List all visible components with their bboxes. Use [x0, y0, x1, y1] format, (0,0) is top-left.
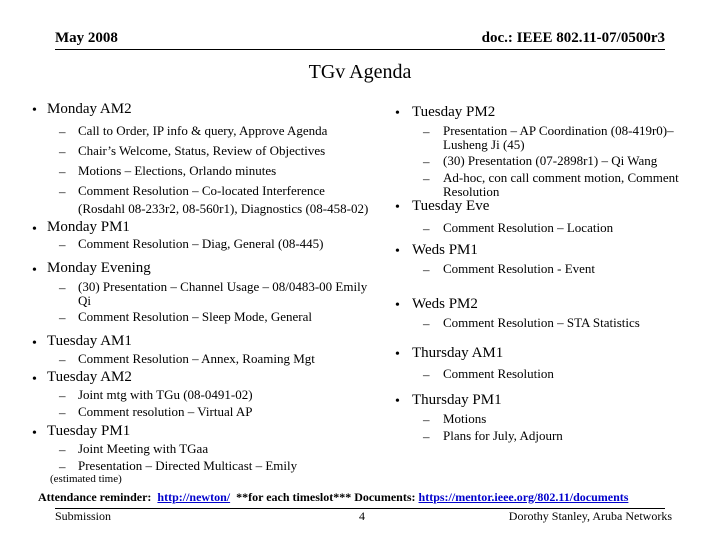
session-label: Tuesday Eve [412, 198, 490, 214]
dash-icon: – [59, 442, 66, 457]
dash-icon: – [423, 316, 430, 331]
newton-link[interactable]: http://newton/ [157, 490, 231, 504]
bullet-icon: • [32, 103, 37, 118]
bullet-icon: • [32, 372, 37, 387]
bullet-icon: • [32, 263, 37, 278]
agenda-item: Joint mtg with TGu (08-0491-02) [78, 387, 253, 402]
session-label: Tuesday AM2 [47, 369, 132, 385]
dash-icon: – [59, 237, 66, 252]
documents-link[interactable]: https://mentor.ieee.org/802.11/documents [418, 490, 629, 504]
dash-icon: – [59, 388, 66, 403]
session-label: Thursday AM1 [412, 345, 504, 361]
footer-submission: Submission [55, 509, 112, 523]
session-label: Tuesday AM1 [47, 333, 132, 349]
dash-icon: – [423, 429, 430, 444]
dash-icon: – [59, 352, 66, 367]
dash-icon: – [59, 144, 66, 159]
dash-icon: – [423, 124, 430, 139]
bullet-icon: • [32, 336, 37, 351]
session-label: Weds PM2 [412, 296, 478, 312]
bullet-icon: • [395, 106, 400, 121]
bullet-icon: • [395, 200, 400, 215]
agenda-item: Comment Resolution – STA Statistics [443, 315, 640, 330]
dash-icon: – [59, 124, 66, 139]
header-date: May 2008 [55, 30, 118, 46]
bullet-icon: • [395, 298, 400, 313]
agenda-item: Presentation – AP Coordination (08-419r0)– [443, 123, 674, 138]
agenda-item: Comment Resolution – Sleep Mode, General [78, 309, 312, 324]
bullet-icon: • [32, 426, 37, 441]
session-label: Monday PM1 [47, 219, 130, 235]
agenda-item: (30) Presentation – Channel Usage – 08/0483-00 Emily [78, 279, 368, 294]
agenda-item: Plans for July, Adjourn [443, 428, 563, 443]
dash-icon: – [423, 412, 430, 427]
session-label: Tuesday PM2 [412, 104, 496, 120]
agenda-item: Comment Resolution – Co-located Interference [78, 183, 325, 198]
dash-icon: – [423, 221, 430, 236]
dash-icon: – [59, 310, 66, 325]
bullet-icon: • [32, 222, 37, 237]
dash-icon: – [423, 262, 430, 277]
agenda-item: Lusheng Ji (45) [443, 137, 525, 152]
agenda-item: Comment Resolution – Diag, General (08-445) [78, 236, 324, 251]
agenda-item: Comment Resolution - Event [443, 261, 596, 276]
dash-icon: – [59, 459, 66, 474]
session-label: Thursday PM1 [412, 392, 502, 408]
attendance-reminder [38, 490, 628, 505]
session-label: Tuesday PM1 [47, 423, 131, 439]
agenda-item: Comment resolution – Virtual AP [78, 404, 253, 419]
bullet-icon: • [395, 244, 400, 259]
agenda-item: Comment Resolution – Annex, Roaming Mgt [78, 351, 315, 366]
dash-icon: – [423, 171, 430, 186]
agenda-item: Motions – Elections, Orlando minutes [78, 163, 277, 178]
agenda-item: (30) Presentation (07-2898r1) – Qi Wang [443, 153, 658, 168]
session-label: Weds PM1 [412, 242, 478, 258]
dash-icon: – [423, 154, 430, 169]
session-label: Monday Evening [47, 260, 151, 276]
dash-icon: – [59, 280, 66, 295]
agenda-item: (Rosdahl 08-233r2, 08-560r1), Diagnostics (08-458-02) [78, 201, 369, 216]
attendance-middle: **for each timeslot*** Documents: [236, 490, 416, 504]
agenda-item: Ad-hoc, con call comment motion, Comment [443, 170, 679, 185]
agenda-item: Call to Order, IP info & query, Approve Agenda [78, 123, 328, 138]
agenda-item: Joint Meeting with TGaa [78, 441, 209, 456]
bullet-icon: • [395, 347, 400, 362]
agenda-item: Comment Resolution [443, 366, 554, 381]
estimated-time-note: (estimated time) [50, 473, 122, 485]
page-title: TGv Agenda [308, 61, 412, 83]
footer-page-number: 4 [359, 509, 365, 523]
dash-icon: – [59, 184, 66, 199]
agenda-item: Presentation – Directed Multicast – Emily [78, 458, 298, 473]
footer-author: Dorothy Stanley, Aruba Networks [508, 509, 672, 523]
agenda-item: Qi [78, 293, 91, 308]
header-doc-number: doc.: IEEE 802.11-07/0500r3 [481, 30, 665, 46]
attendance-prefix: Attendance reminder: [38, 490, 152, 504]
dash-icon: – [423, 367, 430, 382]
agenda-item: Comment Resolution – Location [443, 220, 614, 235]
dash-icon: – [59, 405, 66, 420]
bullet-icon: • [395, 394, 400, 409]
session-label: Monday AM2 [47, 101, 132, 117]
header-rule [55, 49, 665, 50]
dash-icon: – [59, 164, 66, 179]
agenda-item: Motions [443, 411, 487, 426]
agenda-item: Chair’s Welcome, Status, Review of Objectives [78, 143, 326, 158]
agenda-item: Resolution [443, 184, 500, 199]
